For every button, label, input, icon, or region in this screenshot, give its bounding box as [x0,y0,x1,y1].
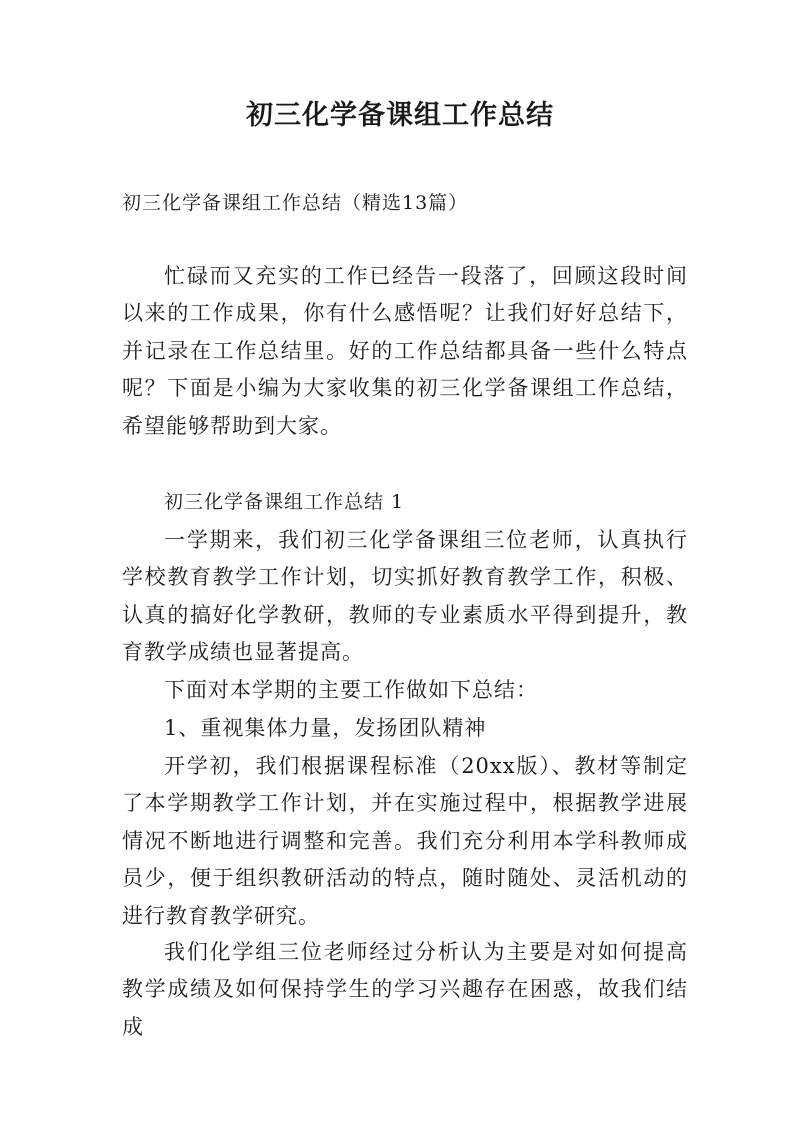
list-heading: 1、重视集体力量，发扬团队精神 [164,716,487,740]
document-subtitle: 初三化学备课组工作总结（精选13篇） [122,192,469,214]
body-paragraph: 下面对本学期的主要工作做如下总结： [164,678,538,702]
intro-paragraph: 忙碌而又充实的工作已经告一段落了，回顾这段时间以来的工作成果，你有什么感悟呢？让我们好好总结下，并记录在工作总结里。好的工作总结都具备一些什么特点呢？下面是小编为大家收集的初三化学备课组工作总结，希望能够帮助到大家。 [122,264,688,438]
section-heading: 初三化学备课组工作总结 1 [164,491,405,513]
body-paragraph: 我们化学组三位老师经过分析认为主要是对如何提高教学成绩及如何保持学生的学习兴趣存在困惑，故我们结成 [122,940,688,1039]
body-paragraph: 开学初，我们根据课程标准（20xx版）、教材等制定了本学期教学工作计划，并在实施过程中，根据教学进展情况不断地进行调整和完善。我们充分利用本学科教师成员少，便于组织教研活动的特点，随时随处、灵活机动的进行教育教学研究。 [122,754,688,928]
document-title: 初三化学备课组工作总结 [246,100,554,131]
body-paragraph: 一学期来，我们初三化学备课组三位老师，认真执行学校教育教学工作计划，切实抓好教育教学工作，积极、认真的搞好化学教研，教师的专业素质水平得到提升，教育教学成绩也显著提高。 [122,528,688,665]
